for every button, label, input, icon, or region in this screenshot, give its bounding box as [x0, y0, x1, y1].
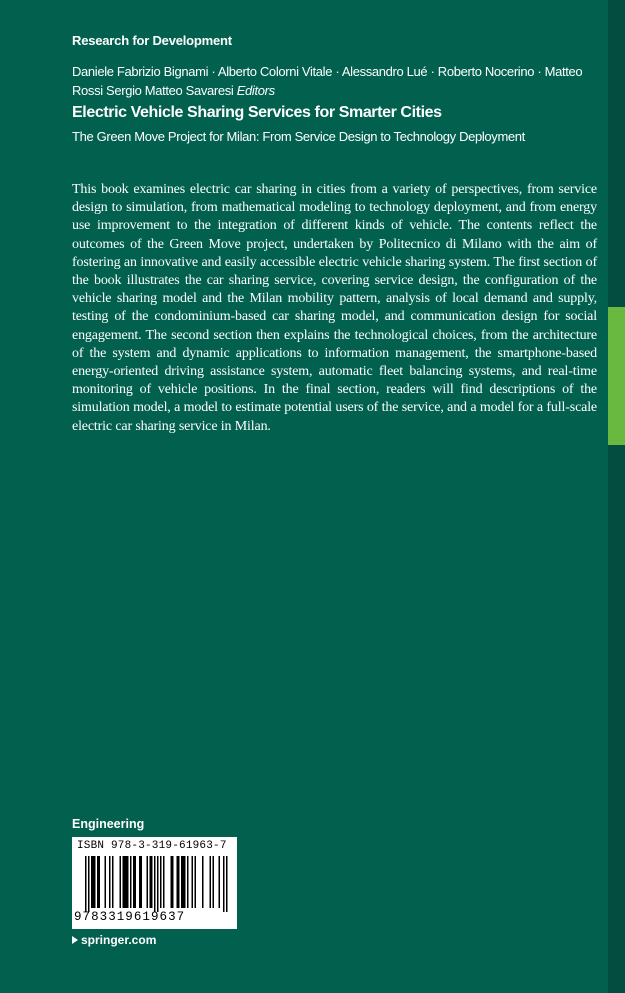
- barcode-bar: [172, 856, 174, 908]
- barcode-bar: [141, 856, 143, 908]
- book-subtitle: The Green Move Project for Milan: From Service Design to Technology Deployment: [72, 129, 525, 144]
- barcode-bar: [94, 856, 96, 908]
- barcode-bar: [223, 856, 225, 912]
- barcode-bar: [127, 856, 129, 908]
- barcode-bar: [178, 856, 180, 908]
- barcode-bar: [171, 856, 173, 908]
- barcode-bar: [177, 856, 179, 908]
- barcode-bar: [183, 856, 185, 908]
- barcode-bar: [135, 856, 137, 908]
- barcode: [72, 837, 237, 929]
- barcode-bars: [75, 856, 234, 912]
- book-title: Electric Vehicle Sharing Services for Smarter Cities: [72, 104, 442, 121]
- barcode-bar: [133, 856, 135, 908]
- publisher-url[interactable]: springer.com: [81, 933, 157, 947]
- barcode-bar: [139, 856, 141, 908]
- side-strip: [608, 0, 625, 993]
- barcode-bar: [88, 856, 90, 912]
- barcode-bar: [160, 856, 162, 908]
- barcode-bar: [123, 856, 125, 908]
- barcode-bar: [213, 856, 215, 908]
- barcode-bar: [105, 856, 107, 908]
- barcode-bar: [151, 856, 153, 908]
- subject-category: Engineering: [72, 817, 145, 831]
- editors-block: [72, 62, 592, 100]
- barcode-bar: [184, 856, 186, 908]
- barcode-bar: [154, 856, 156, 912]
- barcode-bar: [192, 856, 194, 908]
- barcode-bar: [112, 856, 114, 908]
- description-text: This book examines electric car sharing in cities from a variety of perspectives, from service design to simulation, from mathematical modeling to technology deployment, and from energy use improvement to the integration of different kinds of vehicle. The contents reflect the outcomes of the Green Move project, undertaken by Politecnico di Milano with the aim of fostering an innovative and easily accessible electric vehicle sharing system. The first section of the book illustrates the car sharing service, covering service design, the configuration of the vehicle sharing model and the Milan mobility pattern, analysis of local demand and supply, testing of the condominium-based car sharing model, and communication design for social engagement. The second section then explains the technological choices, from the architecture of the system and dynamic applications to information management, the smartphone-based energy-oriented driving assistance system, automatic fleet balancing systems, and real-time monitoring of vehicle positions. In the final section, readers will find descriptions of the simulation model, a model to estimate potential users of the service, and a model for a full-scale electric car sharing service in Milan.: [72, 182, 597, 434]
- barcode-bar: [130, 856, 132, 908]
- book-description: [72, 181, 597, 436]
- barcode-bar: [93, 856, 95, 908]
- barcode-bar: [210, 856, 212, 908]
- barcode-bar: [181, 856, 183, 908]
- color-accent-bar: [608, 307, 625, 445]
- barcode-bar: [97, 856, 99, 908]
- barcode-bar: [226, 856, 228, 912]
- isbn-label: ISBN 978-3-319-61963-7: [77, 840, 227, 852]
- barcode-bar: [147, 856, 149, 908]
- barcode-bar: [157, 856, 159, 912]
- barcode-bar: [187, 856, 189, 908]
- barcode-bar: [91, 856, 93, 908]
- barcode-bar: [124, 856, 126, 908]
- barcode-bar: [109, 856, 111, 908]
- barcode-bar: [126, 856, 128, 908]
- barcode-bar: [99, 856, 101, 908]
- barcode-bar: [85, 856, 87, 912]
- editors-label: Editors: [236, 83, 275, 98]
- editor-names: Daniele Fabrizio Bignami · Alberto Colorni Vitale · Alessandro Lué · Roberto Nocerino · Matteo Rossi Sergio Matteo Savaresi: [72, 64, 583, 98]
- ean-digits: 9783319619637: [74, 910, 186, 924]
- arrow-right-icon: [72, 936, 78, 944]
- publisher-link[interactable]: [72, 933, 156, 947]
- barcode-bar: [195, 856, 197, 908]
- barcode-bar: [163, 856, 165, 908]
- barcode-bar: [202, 856, 204, 908]
- barcode-bar: [219, 856, 221, 908]
- series-title: Research for Development: [72, 33, 232, 48]
- barcode-bar: [120, 856, 122, 908]
- barcode-bar: [150, 856, 152, 908]
